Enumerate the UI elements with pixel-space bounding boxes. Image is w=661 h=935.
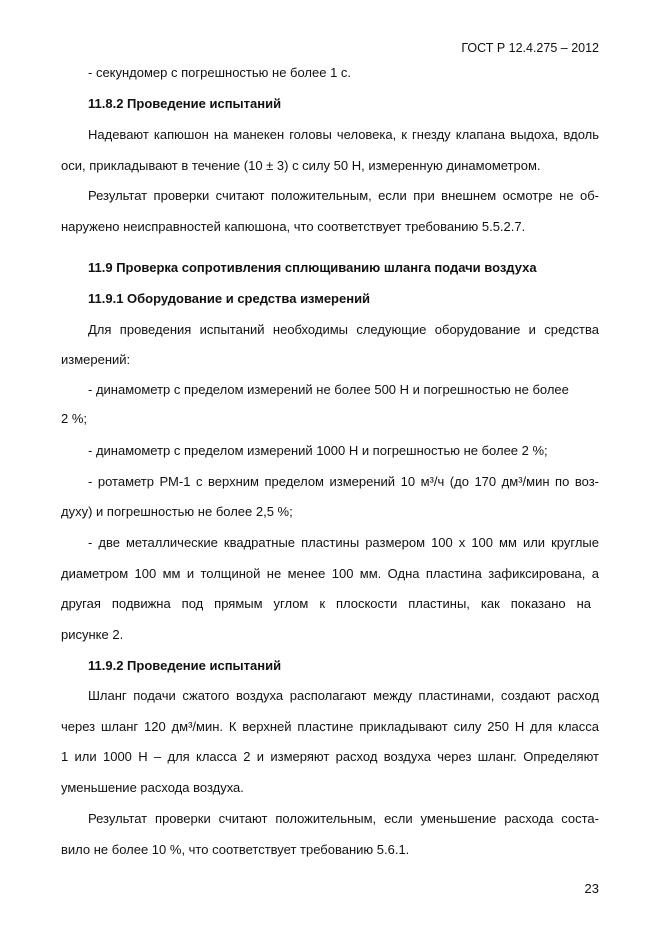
text-line: уменьшение расхода воздуха. (61, 780, 244, 795)
text-line: - ротаметр РМ-1 с верхним пределом измерений 10 м³/ч (до 170 дм³/мин по воз- (88, 474, 599, 489)
text-line: диаметром 100 мм и толщиной не менее 100 мм. Одна пластина зафиксирована, а (61, 566, 599, 581)
text-line: измерений: (61, 352, 131, 367)
text-line: другая подвижна под прямым углом к плоскости пластины, как показано на (61, 596, 591, 611)
document-header: ГОСТ Р 12.4.275 – 2012 (461, 41, 599, 55)
section-heading: 11.8.2 Проведение испытаний (88, 96, 282, 111)
text-line: оси, прикладывают в течение (10 ± 3) с силу 50 Н, измеренную динамометром. (61, 158, 541, 173)
text-line: Надевают капюшон на манекен головы человека, к гнезду клапана выдоха, вдоль (88, 127, 599, 142)
text-line: - секундомер с погрешностью не более 1 с. (88, 65, 352, 80)
text-line: Для проведения испытаний необходимы следующие оборудование и средства (88, 322, 599, 337)
section-heading: 11.9.2 Проведение испытаний (88, 658, 282, 673)
text-line: - динамометр с пределом измерений не более 500 Н и погрешностью не более (88, 382, 569, 397)
text-line: наружено неисправностей капюшона, что соответствует требованию 5.5.2.7. (61, 219, 526, 234)
text-line: 1 или 1000 Н – для класса 2 и измеряют расход воздуха через шланг. Определяют (61, 749, 599, 764)
text-line: - динамометр с пределом измерений 1000 Н и погрешностью не более 2 %; (88, 443, 548, 458)
text-line: Шланг подачи сжатого воздуха располагают между пластинами, создают расход (88, 688, 599, 703)
text-line: Результат проверки считают положительным, если уменьшение расхода соста- (88, 811, 599, 826)
section-heading: 11.9.1 Оборудование и средства измерений (88, 291, 371, 306)
text-line: вило не более 10 %, что соответствует требованию 5.6.1. (61, 842, 410, 857)
text-line: 2 %; (61, 411, 88, 426)
text-line: - две металлические квадратные пластины размером 100 х 100 мм или круглые (88, 535, 599, 550)
text-line: через шланг 120 дм³/мин. К верхней пластине прикладывают силу 250 Н для класса (61, 719, 599, 734)
text-line: Результат проверки считают положительным, если при внешнем осмотре не об- (88, 188, 599, 203)
page-number: 23 (584, 881, 599, 896)
text-line: духу) и погрешностью не более 2,5 %; (61, 504, 293, 519)
section-heading: 11.9 Проверка сопротивления сплющиванию шланга подачи воздуха (88, 260, 537, 275)
text-line: рисунке 2. (61, 627, 124, 642)
